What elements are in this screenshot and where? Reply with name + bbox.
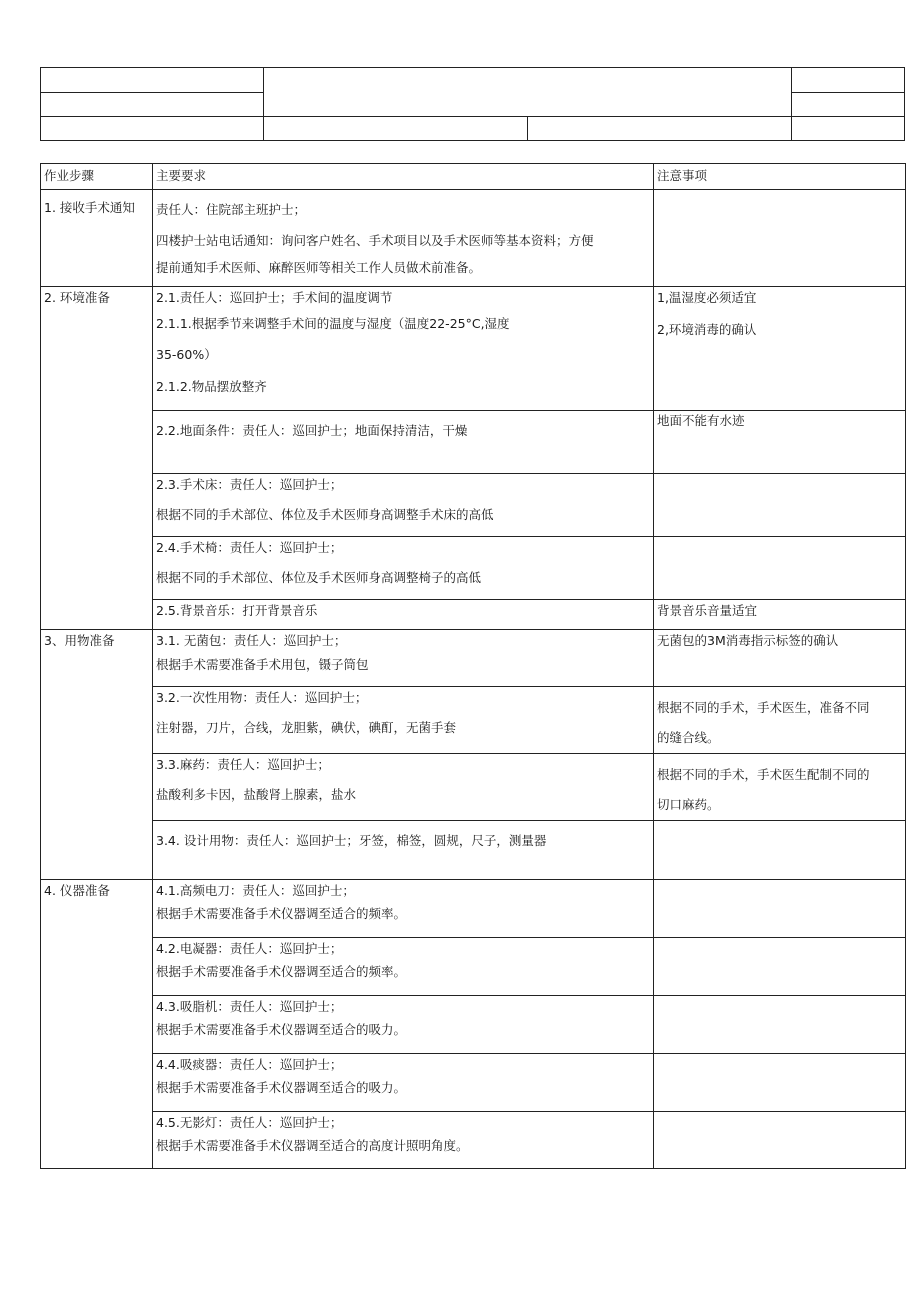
table-row (41, 411, 906, 474)
note-cell: 根据不同的手术，手术医生，准备不同 的缝合线。 (654, 687, 906, 754)
column-header: 主要要求 (153, 164, 654, 190)
note-cell: 根据不同的手术，手术医生配制不同的 切口麻药。 (654, 754, 906, 821)
requirement-cell: 4.5.无影灯：责任人：巡回护士； 根据手术需要准备手术仪器调至适合的高度计照明角度。 (153, 1112, 654, 1169)
table-row (41, 190, 906, 287)
note-cell (654, 938, 906, 996)
requirement-cell: 2.2.地面条件：责任人：巡回护士；地面保持清洁，干燥 (153, 411, 654, 474)
table-row (41, 1112, 906, 1169)
requirement-cell: 4.1.高频电刀：责任人：巡回护士； 根据手术需要准备手术仪器调至适合的频率。 (153, 880, 654, 938)
table-row (41, 880, 906, 938)
header-cell (528, 117, 792, 141)
table-row (41, 1054, 906, 1112)
note-cell (654, 880, 906, 938)
note-cell (654, 537, 906, 600)
header-title-cell (264, 68, 792, 117)
column-header: 作业步骤 (41, 164, 153, 190)
requirement-cell: 3.2.一次性用物：责任人：巡回护士； 注射器，刀片，合线，龙胆紫，碘伏，碘酊，无菌手套 (153, 687, 654, 754)
requirement-cell: 3.1. 无菌包：责任人：巡回护士； 根据手术需要准备手术用包，镊子筒包 (153, 630, 654, 687)
table-row (41, 938, 906, 996)
header-cell (792, 93, 905, 117)
requirement-cell: 责任人：住院部主班护士； 四楼护士站电话通知：询问客户姓名、手术项目以及手术医师等基本资料；方便 提前通知手术医师、麻醉医师等相关工作人员做术前准备。 (153, 190, 654, 287)
header-cell (792, 68, 905, 93)
step-cell: 3、用物准备 (41, 630, 153, 880)
note-cell (654, 1054, 906, 1112)
requirement-cell: 2.1.责任人：巡回护士；手术间的温度调节 2.1.1.根据季节来调整手术间的温度与湿度（温度22-25°C,湿度 35-60%） 2.1.2.物品摆放整齐 (153, 287, 654, 411)
header-cell (41, 93, 264, 117)
table-row (41, 687, 906, 754)
procedure-table (40, 163, 906, 1169)
column-header: 注意事项 (654, 164, 906, 190)
note-cell (654, 190, 906, 287)
document-header-table (40, 67, 905, 141)
note-cell: 地面不能有水迹 (654, 411, 906, 474)
note-cell: 背景音乐音量适宜 (654, 600, 906, 630)
note-cell (654, 821, 906, 880)
table-row (41, 754, 906, 821)
note-cell (654, 474, 906, 537)
note-cell (654, 996, 906, 1054)
note-cell (654, 1112, 906, 1169)
step-cell: 1. 接收手术通知 (41, 190, 153, 287)
table-header-row (41, 164, 906, 190)
table-row (41, 287, 906, 411)
table-row (41, 996, 906, 1054)
table-row (41, 474, 906, 537)
table-row (41, 600, 906, 630)
header-cell (264, 117, 528, 141)
header-cell (792, 117, 905, 141)
requirement-cell: 2.3.手术床：责任人：巡回护士； 根据不同的手术部位、体位及手术医师身高调整手术床的高低 (153, 474, 654, 537)
requirement-cell: 2.5.背景音乐：打开背景音乐 (153, 600, 654, 630)
header-cell (41, 68, 264, 93)
requirement-cell: 4.2.电凝器：责任人：巡回护士； 根据手术需要准备手术仪器调至适合的频率。 (153, 938, 654, 996)
requirement-cell: 4.4.吸痰器：责任人：巡回护士； 根据手术需要准备手术仪器调至适合的吸力。 (153, 1054, 654, 1112)
step-cell: 2. 环境准备 (41, 287, 153, 630)
table-row (41, 537, 906, 600)
header-cell (41, 117, 264, 141)
table-row (41, 630, 906, 687)
table-row (41, 821, 906, 880)
note-cell: 无菌包的3M消毒指示标签的确认 (654, 630, 906, 687)
requirement-cell: 4.3.吸脂机：责任人：巡回护士； 根据手术需要准备手术仪器调至适合的吸力。 (153, 996, 654, 1054)
step-cell: 4. 仪器准备 (41, 880, 153, 1169)
requirement-cell: 3.3.麻药：责任人：巡回护士； 盐酸利多卡因，盐酸肾上腺素，盐水 (153, 754, 654, 821)
requirement-cell: 2.4.手术椅：责任人：巡回护士； 根据不同的手术部位、体位及手术医师身高调整椅子的高低 (153, 537, 654, 600)
requirement-cell: 3.4. 设计用物：责任人：巡回护士；牙签，棉签，圆规，尺子，测量器 (153, 821, 654, 880)
note-cell: 1,温湿度必须适宜 2,环境消毒的确认 (654, 287, 906, 411)
